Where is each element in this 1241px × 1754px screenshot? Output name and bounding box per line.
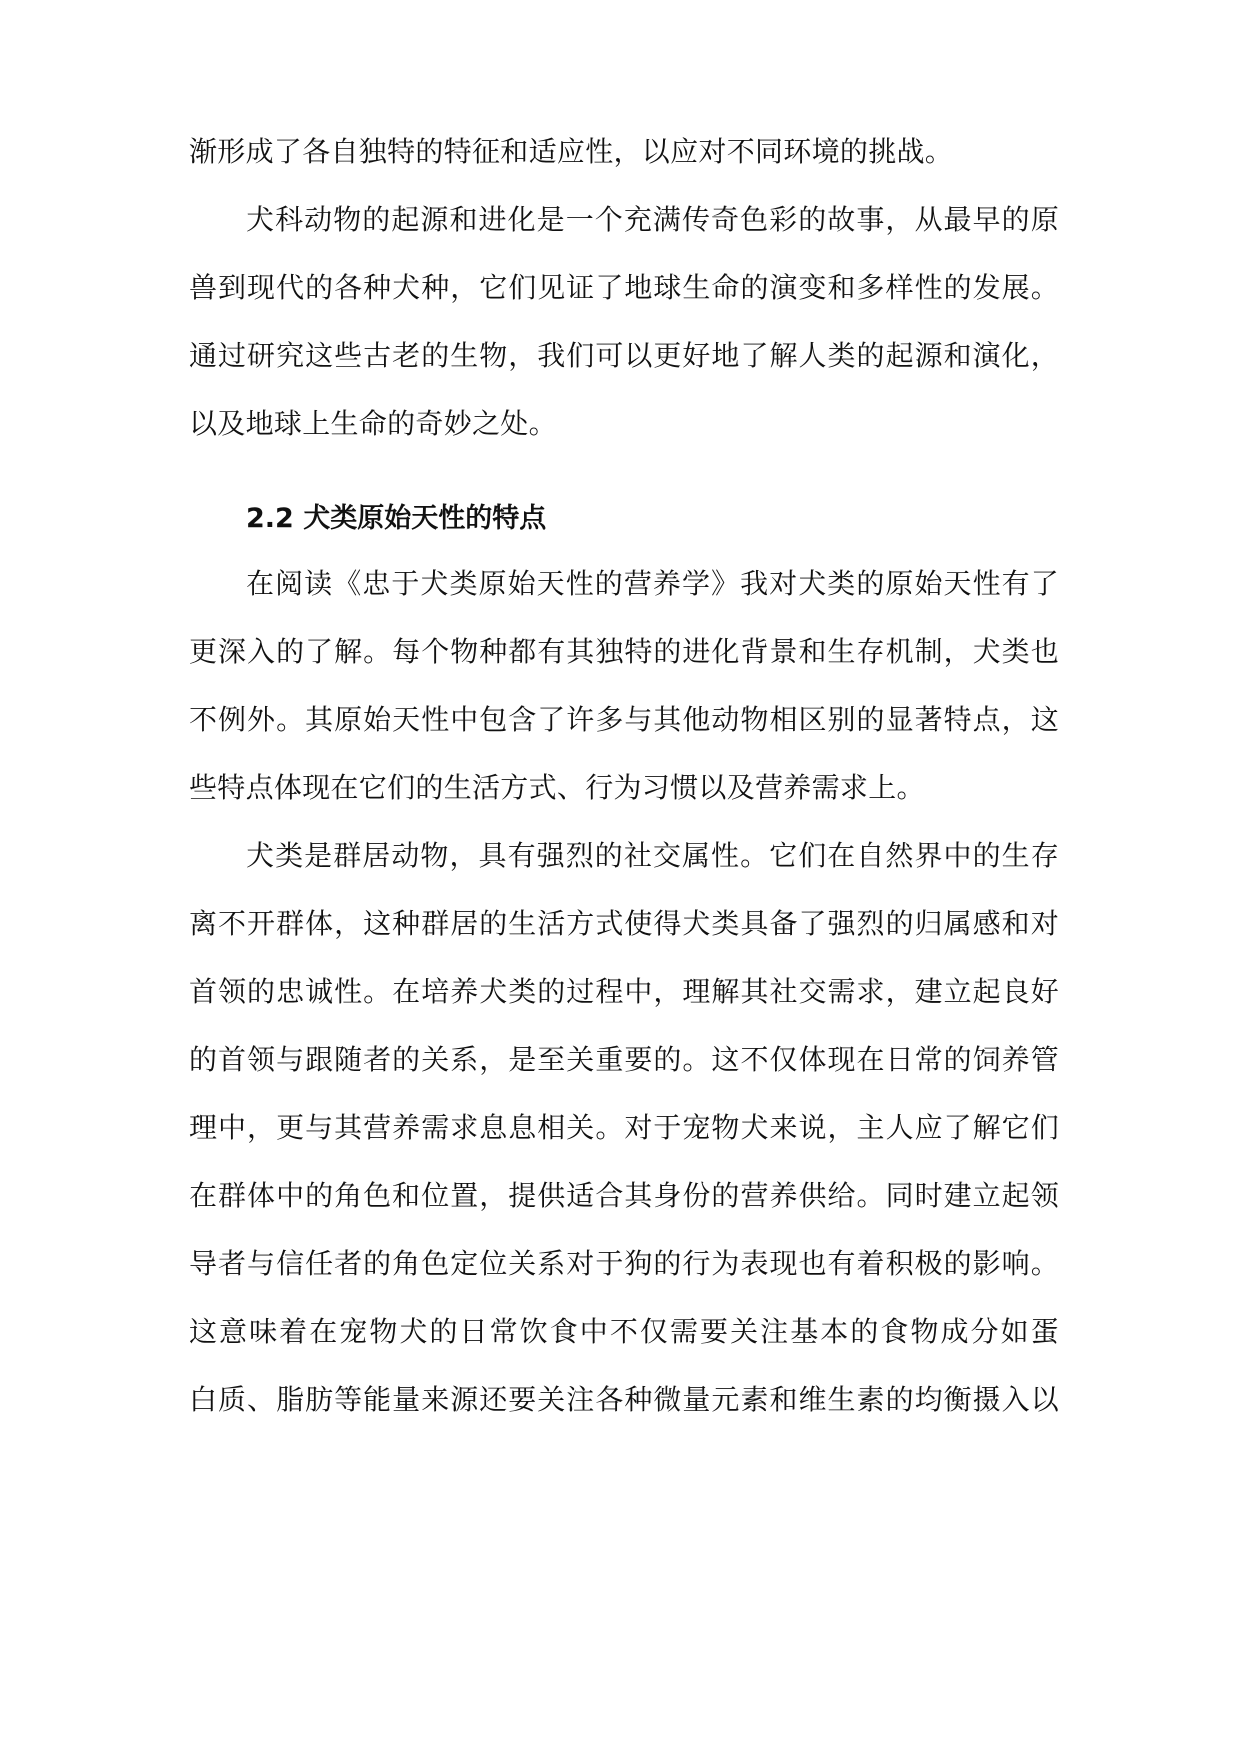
paragraph-line: 犬科动物的起源和进化是一个充满传奇色彩的故事，从最早的原 — [246, 203, 1059, 236]
paragraph-line: 更深入的了解。每个物种都有其独特的进化背景和生存机制，犬类也 — [189, 635, 1059, 668]
paragraph-line: 兽到现代的各种犬种，它们见证了地球生命的演变和多样性的发展。 — [189, 271, 1059, 304]
paragraph-line: 导者与信任者的角色定位关系对于狗的行为表现也有着积极的影响。 — [189, 1247, 1059, 1280]
paragraph-line: 以及地球上生命的奇妙之处。 — [189, 407, 557, 440]
paragraph-line: 在群体中的角色和位置，提供适合其身份的营养供给。同时建立起领 — [189, 1179, 1059, 1212]
section-heading: 2.2 犬类原始天性的特点 — [246, 503, 547, 534]
paragraph-line: 些特点体现在它们的生活方式、行为习惯以及营养需求上。 — [189, 771, 925, 804]
paragraph-line: 离不开群体，这种群居的生活方式使得犬类具备了强烈的归属感和对 — [189, 907, 1059, 940]
paragraph-line: 首领的忠诚性。在培养犬类的过程中，理解其社交需求，建立起良好 — [189, 975, 1059, 1008]
paragraph-line: 通过研究这些古老的生物，我们可以更好地了解人类的起源和演化， — [189, 339, 1059, 372]
paragraph-line: 的首领与跟随者的关系，是至关重要的。这不仅体现在日常的饲养管 — [189, 1043, 1059, 1076]
paragraph-line: 在阅读《忠于犬类原始天性的营养学》我对犬类的原始天性有了 — [246, 567, 1059, 600]
paragraph-line: 白质、脂肪等能量来源还要关注各种微量元素和维生素的均衡摄入以 — [189, 1383, 1059, 1416]
paragraph-line: 渐形成了各自独特的特征和适应性，以应对不同环境的挑战。 — [189, 135, 954, 168]
paragraph-line: 犬类是群居动物，具有强烈的社交属性。它们在自然界中的生存 — [246, 839, 1059, 872]
paragraph-line: 理中，更与其营养需求息息相关。对于宠物犬来说，主人应了解它们 — [189, 1111, 1059, 1144]
paragraph-line: 不例外。其原始天性中包含了许多与其他动物相区别的显著特点，这 — [189, 703, 1059, 736]
paragraph-line: 这意味着在宠物犬的日常饮食中不仅需要关注基本的食物成分如蛋 — [189, 1315, 1059, 1348]
